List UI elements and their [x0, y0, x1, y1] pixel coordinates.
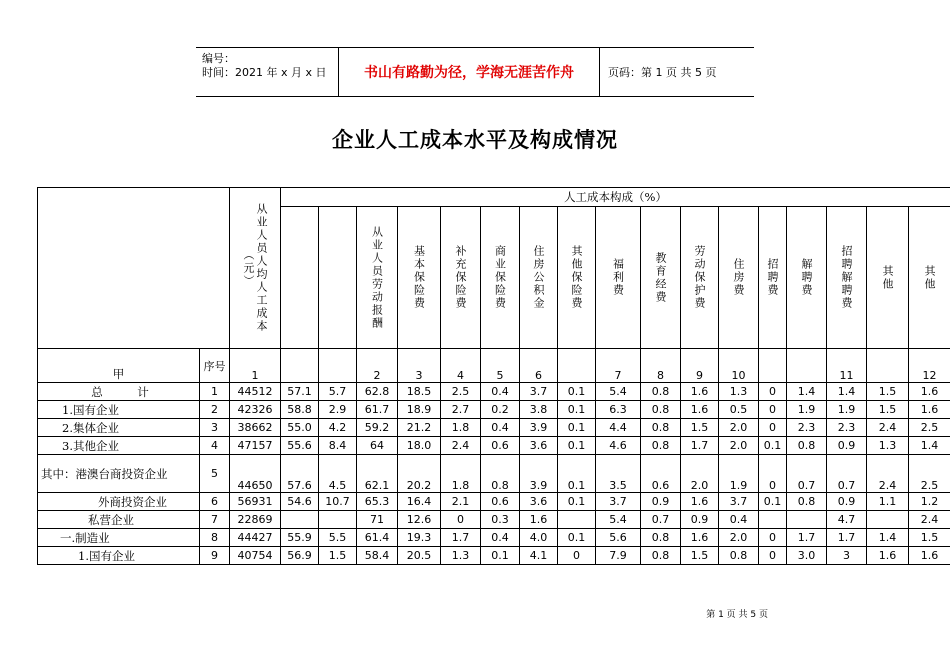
col-header-label: 从业人员人均人工成本（元）: [242, 203, 268, 333]
data-cell: 5.7: [319, 383, 357, 401]
row-seq: 9: [200, 547, 230, 565]
index-cell: 4: [441, 349, 481, 383]
col-header: [596, 207, 641, 349]
row-label: 其中：港澳台商投资企业: [38, 455, 200, 493]
col-header-label: 从业人员劳动报酬: [370, 225, 384, 330]
data-cell: 57.1: [281, 383, 319, 401]
data-cell: 2.0: [719, 437, 759, 455]
data-cell: 58.8: [281, 401, 319, 419]
data-cell: 1.5: [867, 383, 909, 401]
index-cell: 10: [719, 349, 759, 383]
data-cell: 2.0: [681, 455, 719, 493]
data-cell: 5.4: [596, 511, 641, 529]
data-cell: 1.7: [681, 437, 719, 455]
data-cell: 2.4: [867, 455, 909, 493]
col-header-label: 补充保险费: [454, 245, 467, 310]
data-cell: 2.9: [319, 401, 357, 419]
labor-cost-table: [37, 187, 950, 565]
data-cell: 0.7: [641, 511, 681, 529]
col-header: [787, 207, 827, 349]
data-cell: 1.8: [441, 419, 481, 437]
data-cell: 0.8: [481, 455, 520, 493]
col-header-label: 其他: [923, 264, 937, 291]
data-cell: [759, 511, 787, 529]
data-cell: 0.1: [759, 493, 787, 511]
data-cell: 0: [759, 401, 787, 419]
index-cell: 2: [357, 349, 398, 383]
data-cell: 0.9: [827, 437, 867, 455]
data-cell: 3.0: [787, 547, 827, 565]
col-header: [867, 207, 909, 349]
data-cell: 1.6: [867, 547, 909, 565]
col-header: [719, 207, 759, 349]
table-row: [38, 529, 950, 547]
index-cell: 7: [596, 349, 641, 383]
data-cell: 1.6: [681, 529, 719, 547]
index-cell: [759, 349, 787, 383]
data-cell: 1.9: [787, 401, 827, 419]
data-cell: 2.3: [787, 419, 827, 437]
data-cell: 5.5: [319, 529, 357, 547]
page-header: [196, 47, 754, 97]
data-cell: 5.6: [596, 529, 641, 547]
data-cell: 1.4: [827, 383, 867, 401]
data-cell: 7.9: [596, 547, 641, 565]
data-cell: 2.4: [867, 419, 909, 437]
index-cell: [281, 349, 319, 383]
index-cell: 11: [827, 349, 867, 383]
index-cell: 12: [909, 349, 950, 383]
data-cell: 0.8: [641, 383, 681, 401]
data-cell: 18.0: [398, 437, 441, 455]
data-cell: 0.1: [759, 437, 787, 455]
data-cell: 0.1: [481, 547, 520, 565]
data-cell: 20.2: [398, 455, 441, 493]
data-cell: 0.8: [719, 547, 759, 565]
row-label: 1.国有企业: [38, 547, 200, 565]
col-header-label: 住房费: [732, 258, 745, 297]
data-cell: 0.4: [481, 419, 520, 437]
col-header: [481, 207, 520, 349]
col-header: [909, 207, 950, 349]
data-cell: 0: [759, 547, 787, 565]
data-cell: 0: [441, 511, 481, 529]
document-title: 企业人工成本水平及构成情况: [332, 127, 618, 152]
row-label: 外商投资企业: [38, 493, 200, 511]
data-cell: 3.7: [719, 493, 759, 511]
col-header-label: 其他: [881, 264, 894, 291]
data-cell: 1.9: [719, 455, 759, 493]
data-cell: 0.6: [641, 455, 681, 493]
data-cell: 3.7: [596, 493, 641, 511]
data-cell: 0.8: [787, 493, 827, 511]
data-cell: 3.5: [596, 455, 641, 493]
data-cell: 0.6: [481, 437, 520, 455]
row-label: 总 计: [38, 383, 200, 401]
data-cell: 44427: [230, 529, 281, 547]
data-cell: 62.1: [357, 455, 398, 493]
data-cell: 62.8: [357, 383, 398, 401]
data-cell: 0.9: [827, 493, 867, 511]
table-row: [38, 419, 950, 437]
data-cell: 4.6: [596, 437, 641, 455]
col-header: [641, 207, 681, 349]
data-cell: 1.5: [319, 547, 357, 565]
data-cell: 1.6: [909, 401, 950, 419]
data-cell: 0.7: [827, 455, 867, 493]
col-header: [520, 207, 558, 349]
data-cell: 3.9: [520, 419, 558, 437]
corner-cell: [38, 188, 230, 349]
data-cell: 1.2: [909, 493, 950, 511]
col-header: [230, 188, 281, 349]
col-header: [441, 207, 481, 349]
data-cell: 55.0: [281, 419, 319, 437]
data-cell: 1.5: [681, 419, 719, 437]
page-footer: 第 1 页 共 5 页: [706, 610, 768, 620]
row-seq: 7: [200, 511, 230, 529]
data-cell: 64: [357, 437, 398, 455]
data-cell: 0.1: [558, 493, 596, 511]
data-cell: 4.7: [827, 511, 867, 529]
col-header-label: 住房公积金: [532, 245, 545, 310]
col-header-label: 教育经费: [654, 251, 667, 304]
row-seq: 4: [200, 437, 230, 455]
data-cell: 4.5: [319, 455, 357, 493]
col-header-label: 基本保险费: [412, 245, 426, 310]
data-cell: 0.9: [681, 511, 719, 529]
data-cell: 1.6: [681, 383, 719, 401]
data-cell: 1.7: [787, 529, 827, 547]
col-header: [759, 207, 787, 349]
table-row: [38, 547, 950, 565]
table-row: [38, 383, 950, 401]
index-cell: 8: [641, 349, 681, 383]
index-cell: [867, 349, 909, 383]
row-seq: 8: [200, 529, 230, 547]
data-cell: 0.8: [641, 529, 681, 547]
data-cell: 1.5: [681, 547, 719, 565]
data-cell: 21.2: [398, 419, 441, 437]
data-cell: 3.8: [520, 401, 558, 419]
data-cell: 0.3: [481, 511, 520, 529]
data-cell: 1.3: [441, 547, 481, 565]
data-cell: [558, 511, 596, 529]
data-cell: 2.5: [909, 455, 950, 493]
col-header-label: 劳动保护费: [693, 245, 706, 310]
data-cell: 71: [357, 511, 398, 529]
data-cell: 0: [759, 455, 787, 493]
row-label: 1.国有企业: [38, 401, 200, 419]
page-label: 页码：第 1 页 共 5 页: [608, 66, 717, 79]
row-seq: 5: [200, 455, 230, 493]
data-cell: 0.8: [641, 437, 681, 455]
table-row: [38, 493, 950, 511]
header-meta: [196, 48, 338, 96]
data-cell: 1.3: [719, 383, 759, 401]
col-header: [681, 207, 719, 349]
col-header: [357, 207, 398, 349]
data-cell: 0.5: [719, 401, 759, 419]
data-cell: 0: [759, 419, 787, 437]
data-cell: [319, 511, 357, 529]
number-label: 编号：: [202, 52, 235, 65]
data-cell: 20.5: [398, 547, 441, 565]
col-header: [319, 207, 357, 349]
data-cell: 0.8: [641, 419, 681, 437]
row-seq: 1: [200, 383, 230, 401]
row-label: 2.集体企业: [38, 419, 200, 437]
data-cell: 1.6: [681, 493, 719, 511]
data-cell: 1.3: [867, 437, 909, 455]
col-header-label: 招聘费: [766, 258, 779, 297]
data-cell: 0.2: [481, 401, 520, 419]
index-label: 甲: [38, 349, 200, 383]
data-cell: 0.6: [481, 493, 520, 511]
data-cell: 19.3: [398, 529, 441, 547]
row-seq: 6: [200, 493, 230, 511]
data-cell: 4.1: [520, 547, 558, 565]
data-cell: 5.4: [596, 383, 641, 401]
index-cell: 5: [481, 349, 520, 383]
data-cell: 0.1: [558, 419, 596, 437]
data-cell: 18.9: [398, 401, 441, 419]
data-cell: 1.5: [909, 529, 950, 547]
data-cell: 3.6: [520, 493, 558, 511]
col-header-label: 其他保险费: [570, 245, 583, 310]
index-cell: 6: [520, 349, 558, 383]
data-cell: 22869: [230, 511, 281, 529]
table-row: [38, 401, 950, 419]
data-cell: 3.7: [520, 383, 558, 401]
data-cell: [787, 511, 827, 529]
col-header: [558, 207, 596, 349]
data-cell: 0.8: [641, 547, 681, 565]
index-cell: [787, 349, 827, 383]
data-cell: 44512: [230, 383, 281, 401]
data-cell: 0.1: [558, 437, 596, 455]
col-header-label: 福利费: [611, 258, 625, 297]
index-cell: 9: [681, 349, 719, 383]
data-cell: 1.9: [827, 401, 867, 419]
data-cell: 55.6: [281, 437, 319, 455]
data-cell: 1.6: [909, 547, 950, 565]
col-header-label: 商业保险费: [493, 245, 507, 310]
data-cell: 0: [558, 547, 596, 565]
table-row: [38, 511, 950, 529]
data-cell: 1.7: [827, 529, 867, 547]
index-cell: 1: [230, 349, 281, 383]
data-cell: 2.5: [441, 383, 481, 401]
data-cell: 38662: [230, 419, 281, 437]
data-cell: 0.4: [481, 529, 520, 547]
group-header: 人工成本构成（%）: [281, 188, 950, 207]
data-cell: 6.3: [596, 401, 641, 419]
table-row: [38, 455, 950, 493]
data-cell: 2.1: [441, 493, 481, 511]
data-cell: 57.6: [281, 455, 319, 493]
data-cell: 1.6: [681, 401, 719, 419]
data-cell: 40754: [230, 547, 281, 565]
col-header: [398, 207, 441, 349]
data-cell: 8.4: [319, 437, 357, 455]
data-cell: 0.9: [641, 493, 681, 511]
data-cell: 44650: [230, 455, 281, 493]
data-cell: 12.6: [398, 511, 441, 529]
data-cell: 54.6: [281, 493, 319, 511]
row-label: 3.其他企业: [38, 437, 200, 455]
data-cell: 1.7: [441, 529, 481, 547]
col-header-label: 招聘解聘费: [840, 245, 853, 310]
col-header: [281, 207, 319, 349]
data-cell: 1.5: [867, 401, 909, 419]
index-cell: [558, 349, 596, 383]
data-cell: 1.4: [787, 383, 827, 401]
data-cell: 61.4: [357, 529, 398, 547]
data-cell: 2.5: [909, 419, 950, 437]
index-cell: [319, 349, 357, 383]
data-cell: 0.7: [787, 455, 827, 493]
data-cell: 1.1: [867, 493, 909, 511]
data-cell: 2.4: [441, 437, 481, 455]
data-cell: 42326: [230, 401, 281, 419]
data-cell: 3.9: [520, 455, 558, 493]
data-cell: 0.4: [481, 383, 520, 401]
data-cell: 1.6: [520, 511, 558, 529]
data-cell: [281, 511, 319, 529]
data-cell: [867, 511, 909, 529]
data-cell: 1.4: [909, 437, 950, 455]
seq-header: 序号: [200, 349, 230, 383]
data-cell: 0: [759, 383, 787, 401]
data-cell: 2.7: [441, 401, 481, 419]
data-cell: 59.2: [357, 419, 398, 437]
data-cell: 16.4: [398, 493, 441, 511]
data-cell: 0.8: [787, 437, 827, 455]
data-cell: 0: [759, 529, 787, 547]
data-cell: 4.0: [520, 529, 558, 547]
data-cell: 18.5: [398, 383, 441, 401]
col-header-label: 解聘费: [800, 258, 813, 297]
data-cell: 58.4: [357, 547, 398, 565]
data-cell: 2.0: [719, 419, 759, 437]
data-cell: 55.9: [281, 529, 319, 547]
data-cell: 2.0: [719, 529, 759, 547]
data-cell: 2.4: [909, 511, 950, 529]
data-cell: 56931: [230, 493, 281, 511]
row-seq: 3: [200, 419, 230, 437]
data-cell: 0.4: [719, 511, 759, 529]
col-header: [827, 207, 867, 349]
index-cell: 3: [398, 349, 441, 383]
data-cell: 0.8: [641, 401, 681, 419]
data-cell: 0.1: [558, 455, 596, 493]
motto: 书山有路勤为径，学海无涯苦作舟: [338, 48, 600, 96]
row-label: 一.制造业: [38, 529, 200, 547]
data-cell: 3.6: [520, 437, 558, 455]
data-cell: 65.3: [357, 493, 398, 511]
data-cell: 1.6: [909, 383, 950, 401]
row-seq: 2: [200, 401, 230, 419]
data-cell: 3: [827, 547, 867, 565]
data-cell: 10.7: [319, 493, 357, 511]
data-cell: 4.4: [596, 419, 641, 437]
data-cell: 0.1: [558, 529, 596, 547]
data-cell: 47157: [230, 437, 281, 455]
data-cell: 2.3: [827, 419, 867, 437]
data-cell: 1.4: [867, 529, 909, 547]
data-cell: 61.7: [357, 401, 398, 419]
data-cell: 4.2: [319, 419, 357, 437]
data-cell: 0.1: [558, 401, 596, 419]
time-label: 时间：2021 年 x 月 x 日: [202, 66, 327, 79]
row-label: 私营企业: [38, 511, 200, 529]
data-cell: 56.9: [281, 547, 319, 565]
table-row: [38, 437, 950, 455]
data-cell: 0.1: [558, 383, 596, 401]
data-cell: 1.8: [441, 455, 481, 493]
